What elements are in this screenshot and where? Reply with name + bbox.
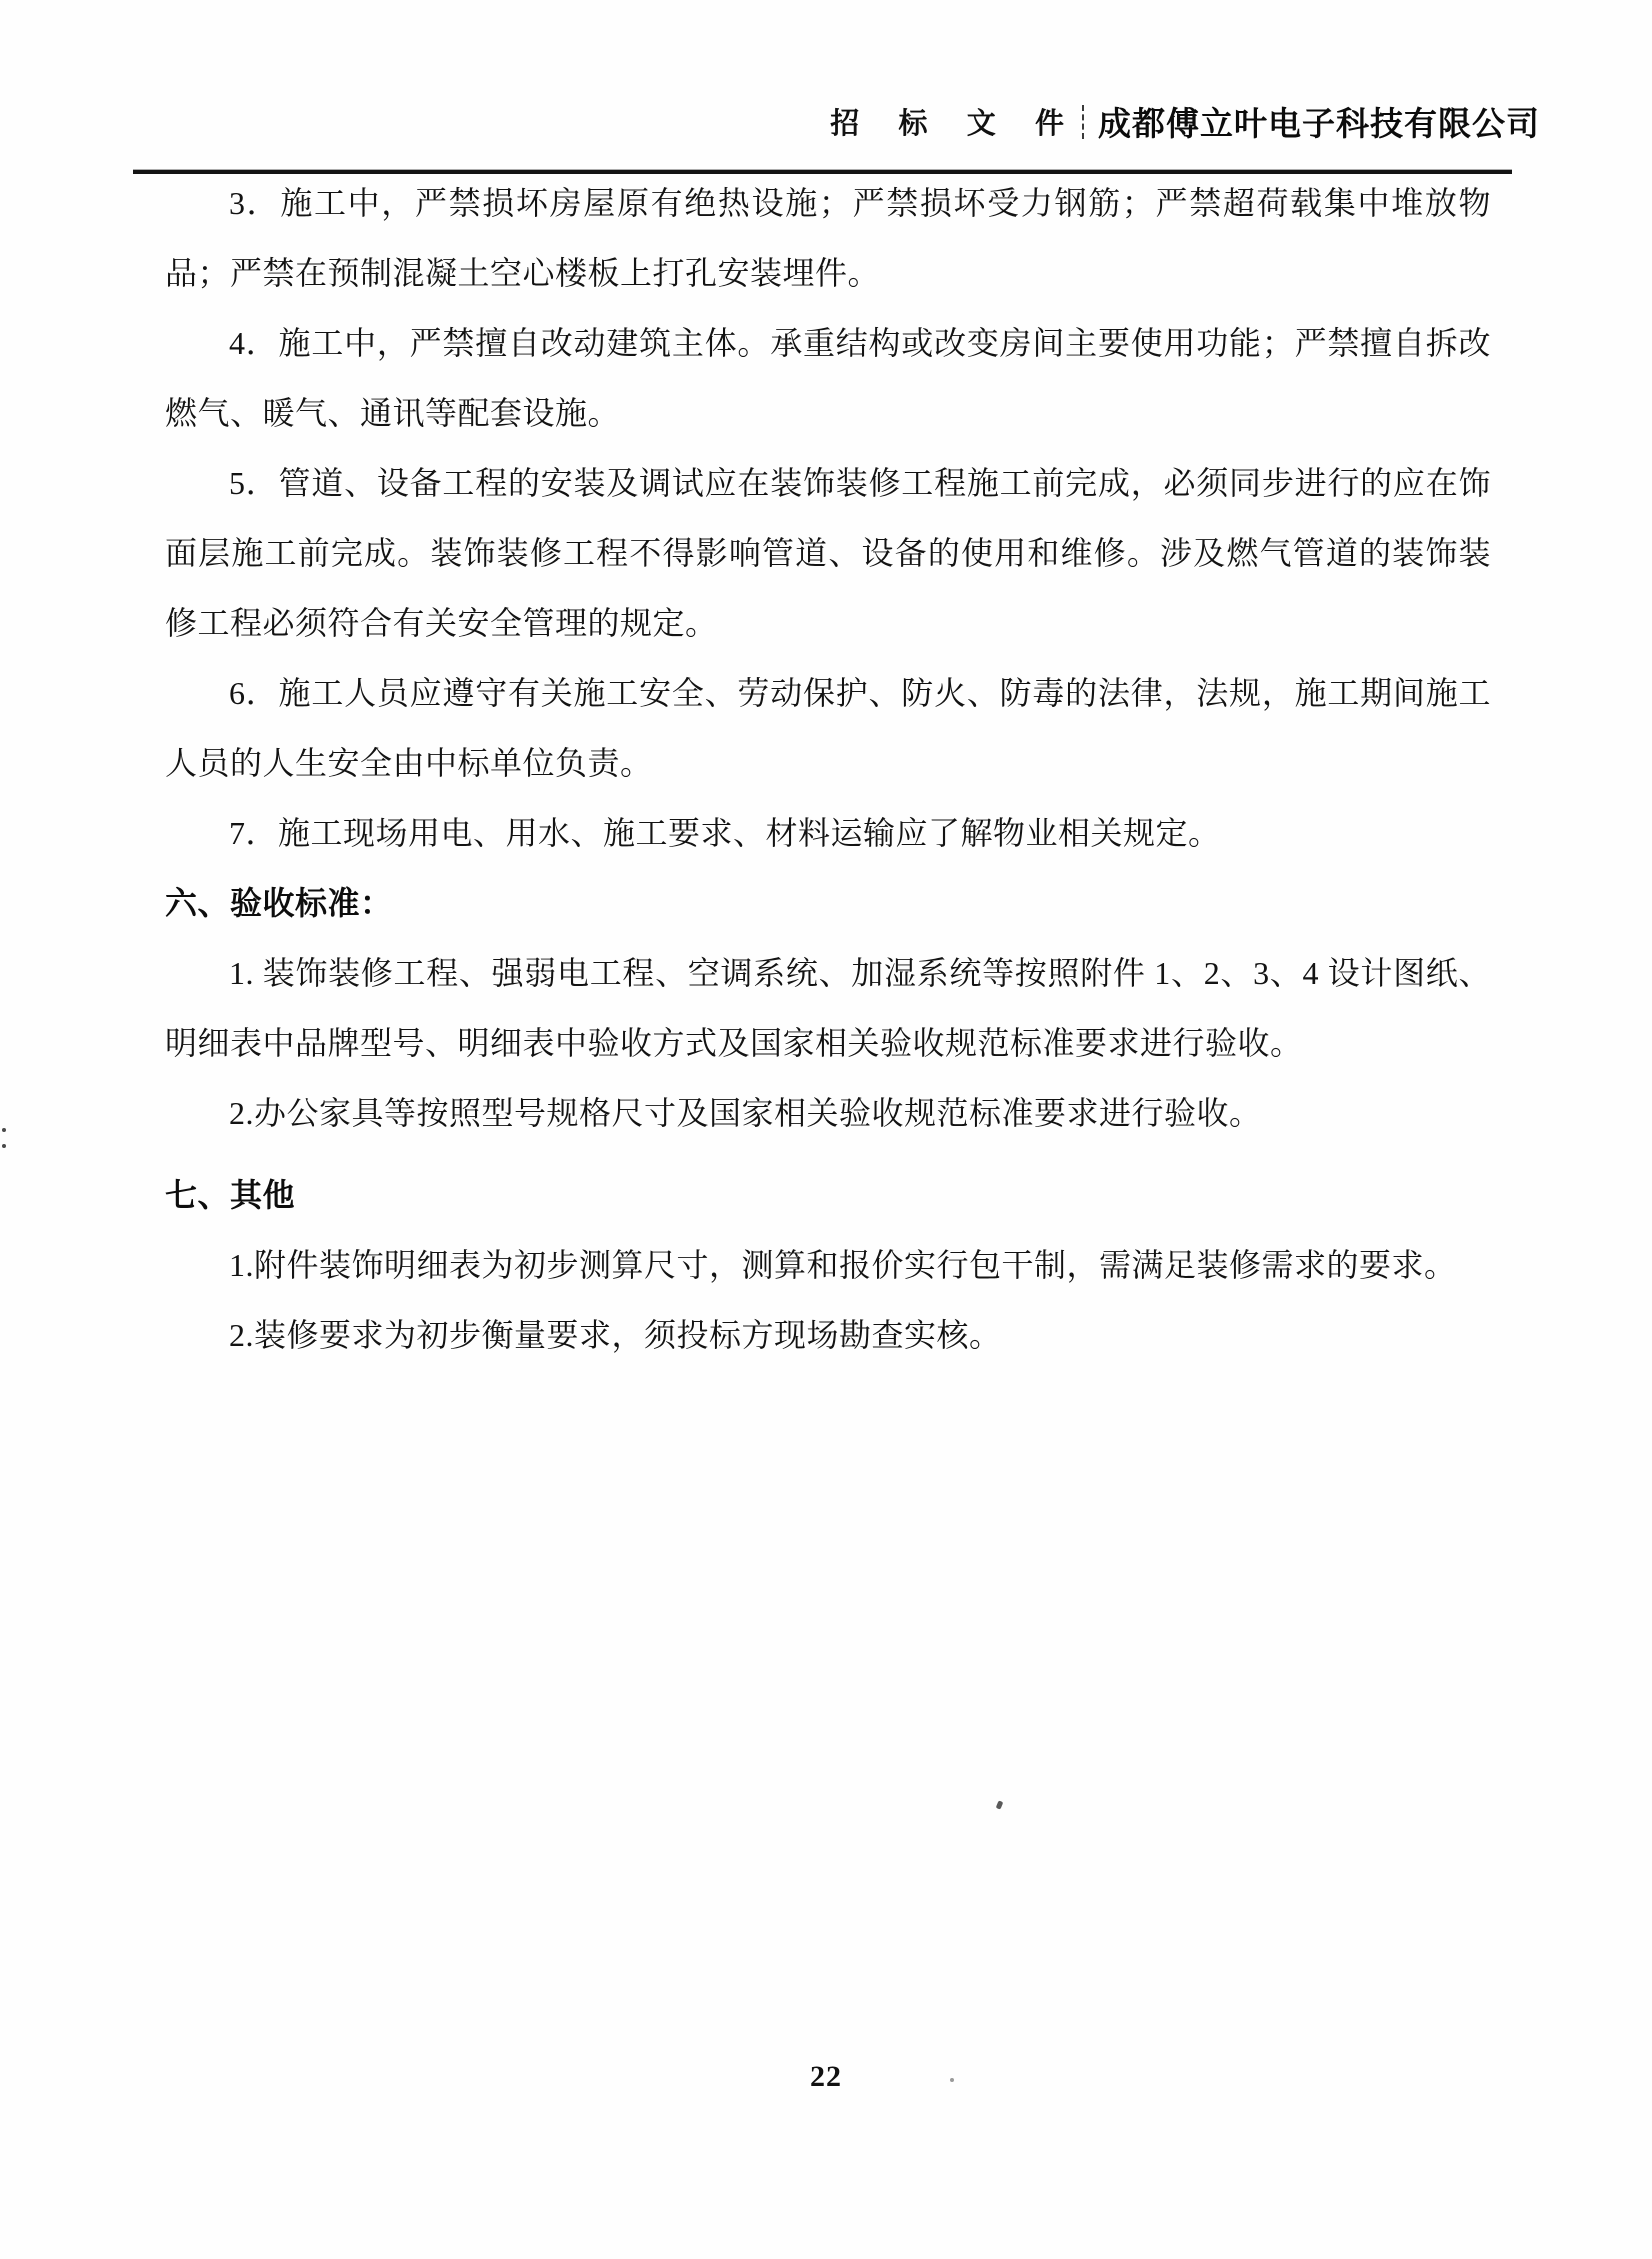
scan-artifact-colon: [2, 1128, 6, 1132]
body-paragraph: 2.装修要求为初步衡量要求，须投标方现场勘查实核。: [229, 1317, 1002, 1353]
section-heading: 六、验收标准：: [165, 885, 393, 921]
section-heading: 七、其他: [165, 1177, 296, 1213]
body-paragraph: 3．施工中，严禁损坏房屋原有绝热设施；严禁损坏受力钢筋；严禁超荷载集中堆放物品；严禁在预制混凝土空心楼板上打孔安装埋件。: [165, 185, 1491, 291]
body-paragraph: 1.附件装饰明细表为初步测算尺寸，测算和报价实行包干制，需满足装修需求的要求。: [229, 1247, 1457, 1283]
body-paragraph: 7．施工现场用电、用水、施工要求、材料运输应了解物业相关规定。: [229, 815, 1221, 851]
company-name: 成都傅立叶电子科技有限公司: [1098, 107, 1540, 143]
scan-artifact-tick: [996, 1800, 1004, 1809]
body-paragraph: 4．施工中，严禁擅自改动建筑主体。承重结构或改变房间主要使用功能；严禁擅自拆改燃气、暖气、通讯等配套设施。: [165, 325, 1491, 431]
body-paragraph: 6．施工人员应遵守有关施工安全、劳动保护、防火、防毒的法律，法规，施工期间施工人员的人生安全由中标单位负责。: [165, 675, 1491, 781]
body-paragraph: 2.办公家具等按照型号规格尺寸及国家相关验收规范标准要求进行验收。: [229, 1095, 1262, 1131]
body-paragraph: 1. 装饰装修工程、强弱电工程、空调系统、加湿系统等按照附件 1、2、3、4 设计图纸、明细表中品牌型号、明细表中验收方式及国家相关验收规范标准要求进行验收。: [165, 955, 1491, 1061]
body-paragraph: 5．管道、设备工程的安装及调试应在装饰装修工程施工前完成，必须同步进行的应在饰面层施工前完成。装饰装修工程不得影响管道、设备的使用和维修。涉及燃气管道的装饰装修工程必须符合有关安全管理的规定。: [165, 465, 1491, 641]
page-header: [830, 98, 1540, 145]
page-number: 22: [810, 2060, 842, 2093]
header-separator: [1082, 105, 1084, 139]
doc-type-label: 招 标 文 件: [830, 108, 1080, 140]
document-body: [165, 168, 1491, 1370]
